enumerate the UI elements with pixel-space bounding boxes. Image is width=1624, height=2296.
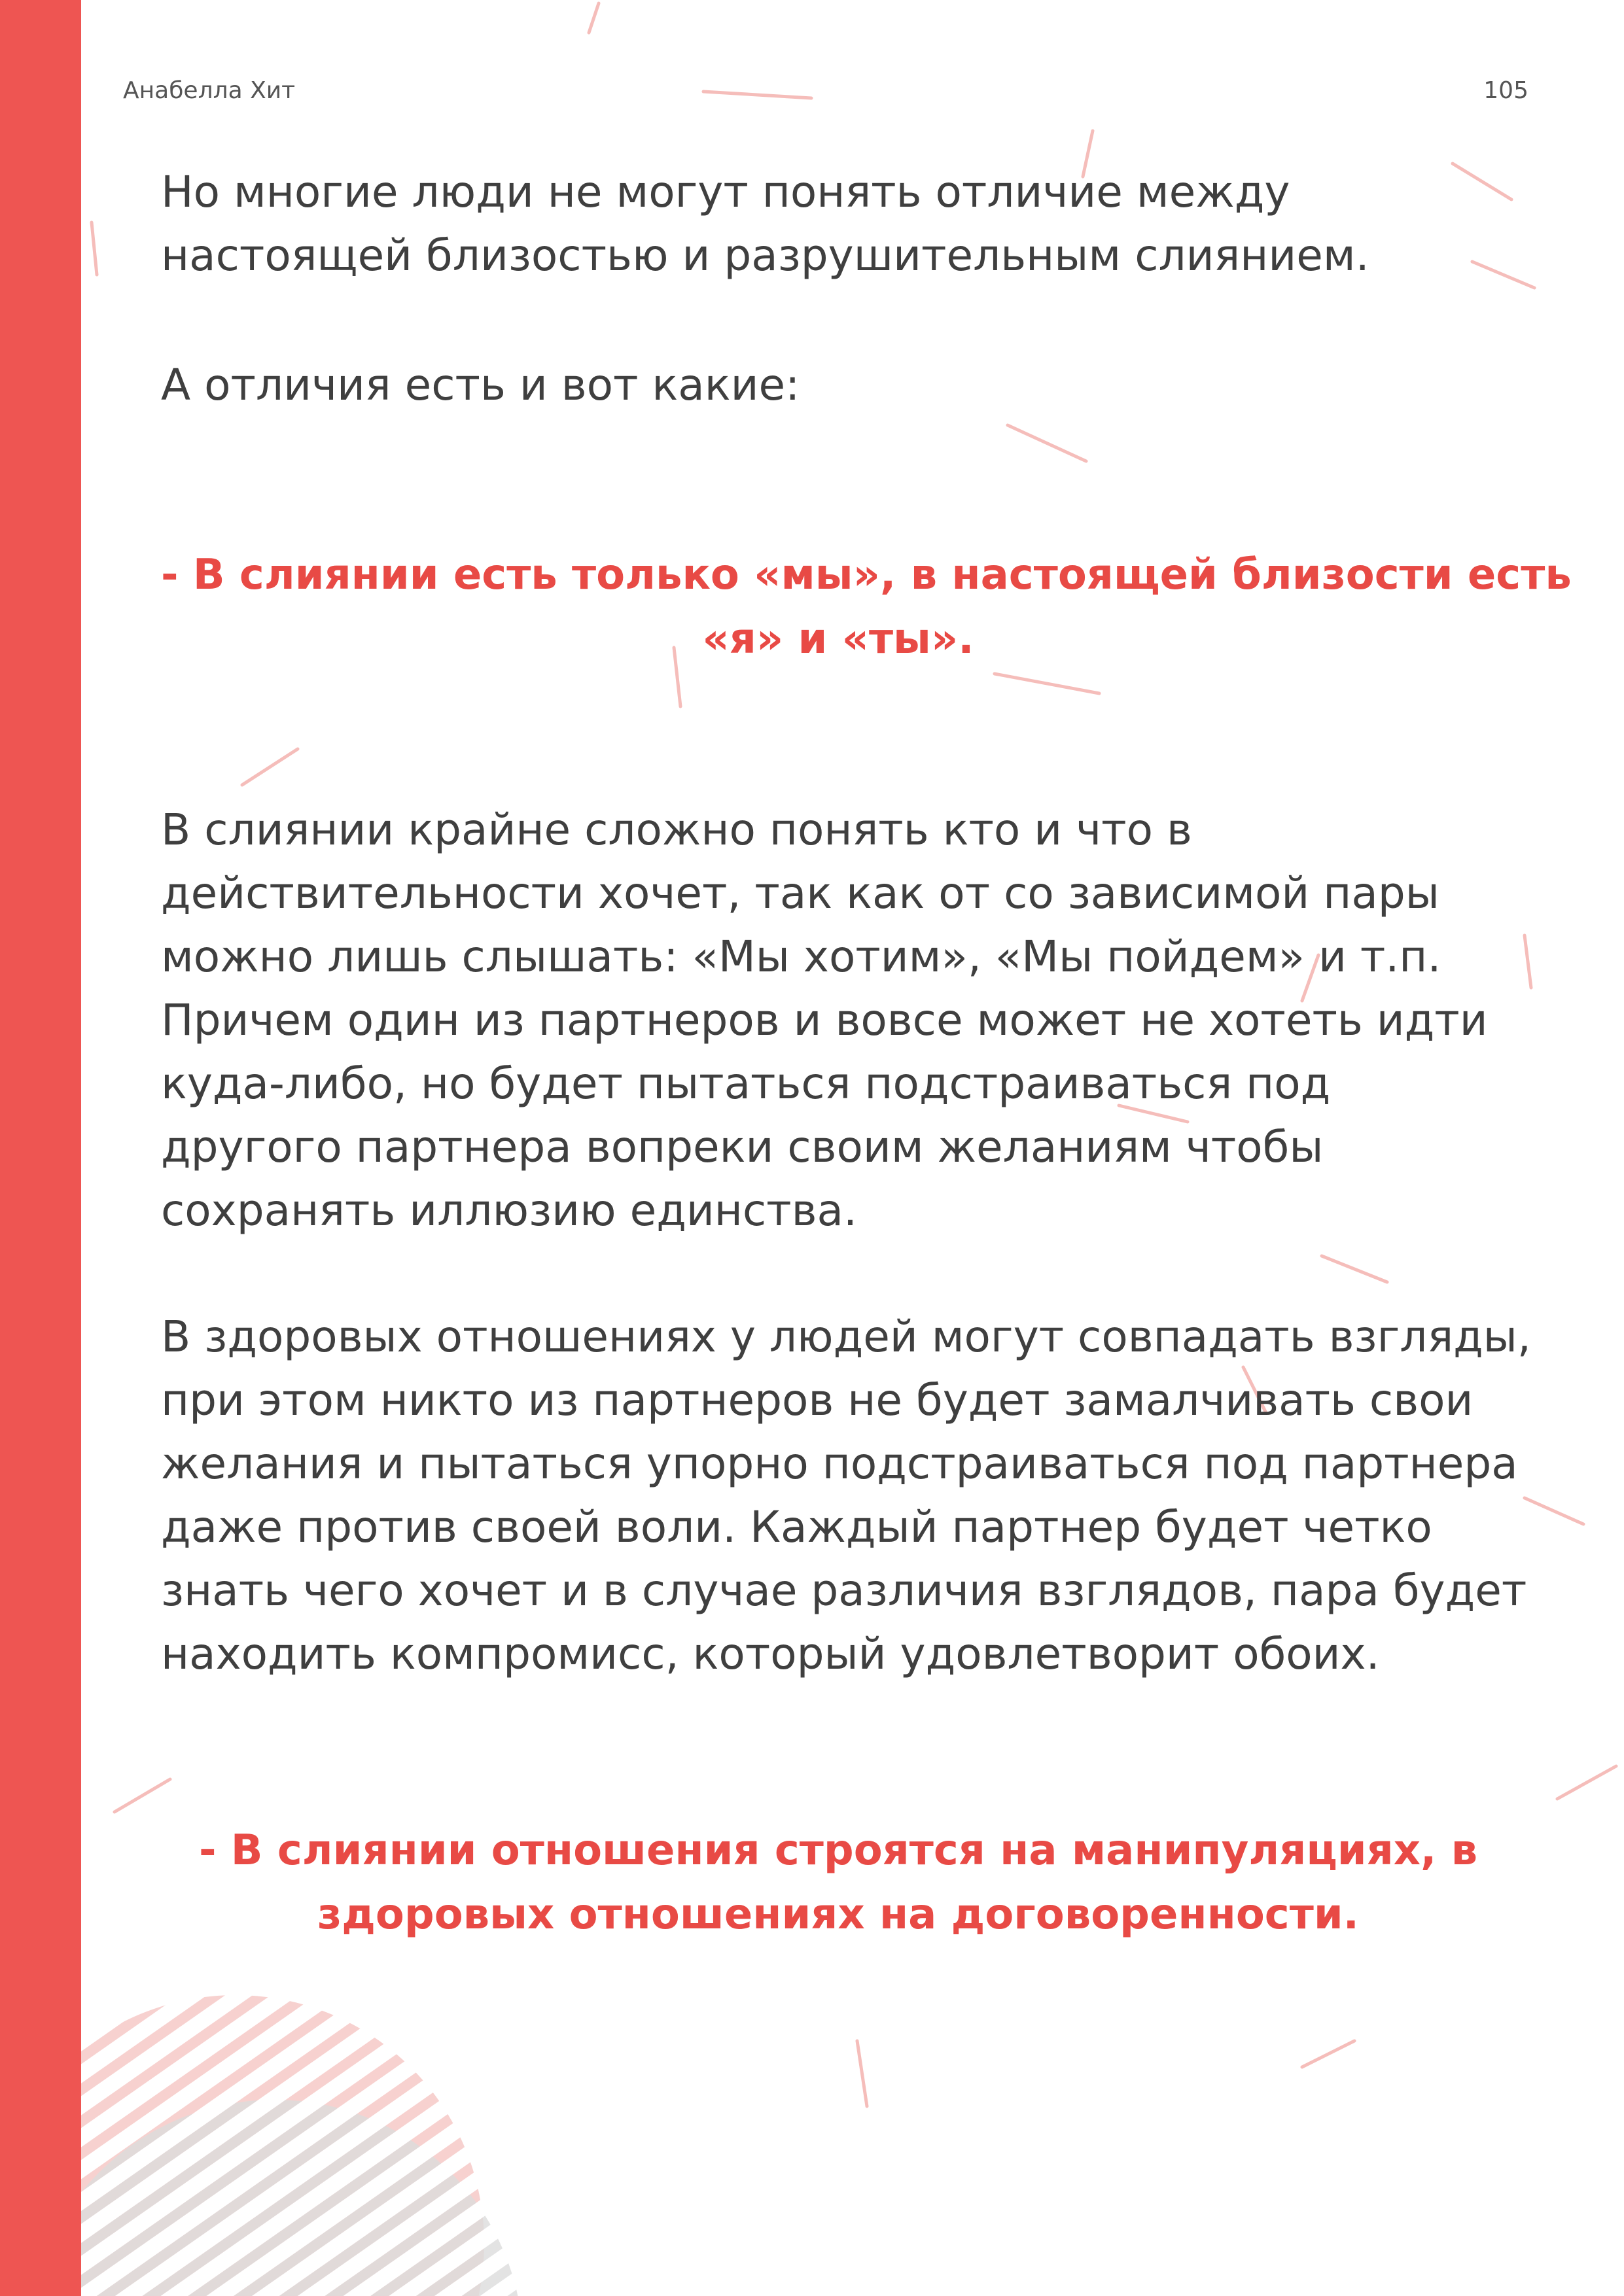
text-line: куда-либо, но будет пытаться подстраиваться под [161, 1058, 1331, 1109]
header-author: Анабелла Хит [123, 77, 296, 104]
text-line: сохранять иллюзию единства. [161, 1185, 857, 1236]
highlight-line: - В слиянии отношения строятся на манипуляциях, в [198, 1826, 1478, 1875]
text-line: желания и пытаться упорно подстраиваться под партнера [161, 1438, 1518, 1489]
intro-paragraph [161, 160, 1535, 287]
text-line: знать чего хочет и в случае различия взглядов, пара будет [161, 1565, 1527, 1616]
fusion-paragraph [161, 798, 1535, 1242]
text-line: В здоровых отношениях у людей могут совпадать взгляды, [161, 1312, 1531, 1362]
text-line: А отличия есть и вот какие: [161, 360, 800, 410]
text-line: Но многие люди не могут понять отличие между [161, 167, 1290, 217]
text-line: можно лишь слышать: «Мы хотим», «Мы пойдем» и т.п. [161, 931, 1441, 982]
text-line: действительности хочет, так как от со зависимой пары [161, 868, 1439, 918]
highlight-line: «я» и «ты». [702, 615, 974, 663]
text-line: В слиянии крайне сложно понять кто и что в [161, 805, 1192, 855]
text-line: находить компромисс, который удовлетворит обоих. [161, 1629, 1380, 1679]
text-line: другого партнера вопреки своим желаниям чтобы [161, 1122, 1324, 1172]
highlight-first [161, 543, 1572, 671]
text-line: настоящей близостью и разрушительным слиянием. [161, 230, 1369, 281]
text-line: даже против своей воли. Каждый партнер будет четко [161, 1502, 1432, 1552]
highlight-second [161, 1818, 1515, 1947]
text-line: Причем один из партнеров и вовсе может не хотеть идти [161, 995, 1488, 1045]
highlight-line: здоровых отношениях на договоренности. [317, 1890, 1359, 1939]
text-line: при этом никто из партнеров не будет замалчивать свои [161, 1375, 1474, 1425]
page-number: 105 [1483, 77, 1528, 104]
highlight-line: - В слиянии есть только «мы», в настоящей близости есть [161, 551, 1572, 599]
healthy-paragraph [161, 1305, 1535, 1686]
lead-paragraph [161, 353, 1535, 417]
